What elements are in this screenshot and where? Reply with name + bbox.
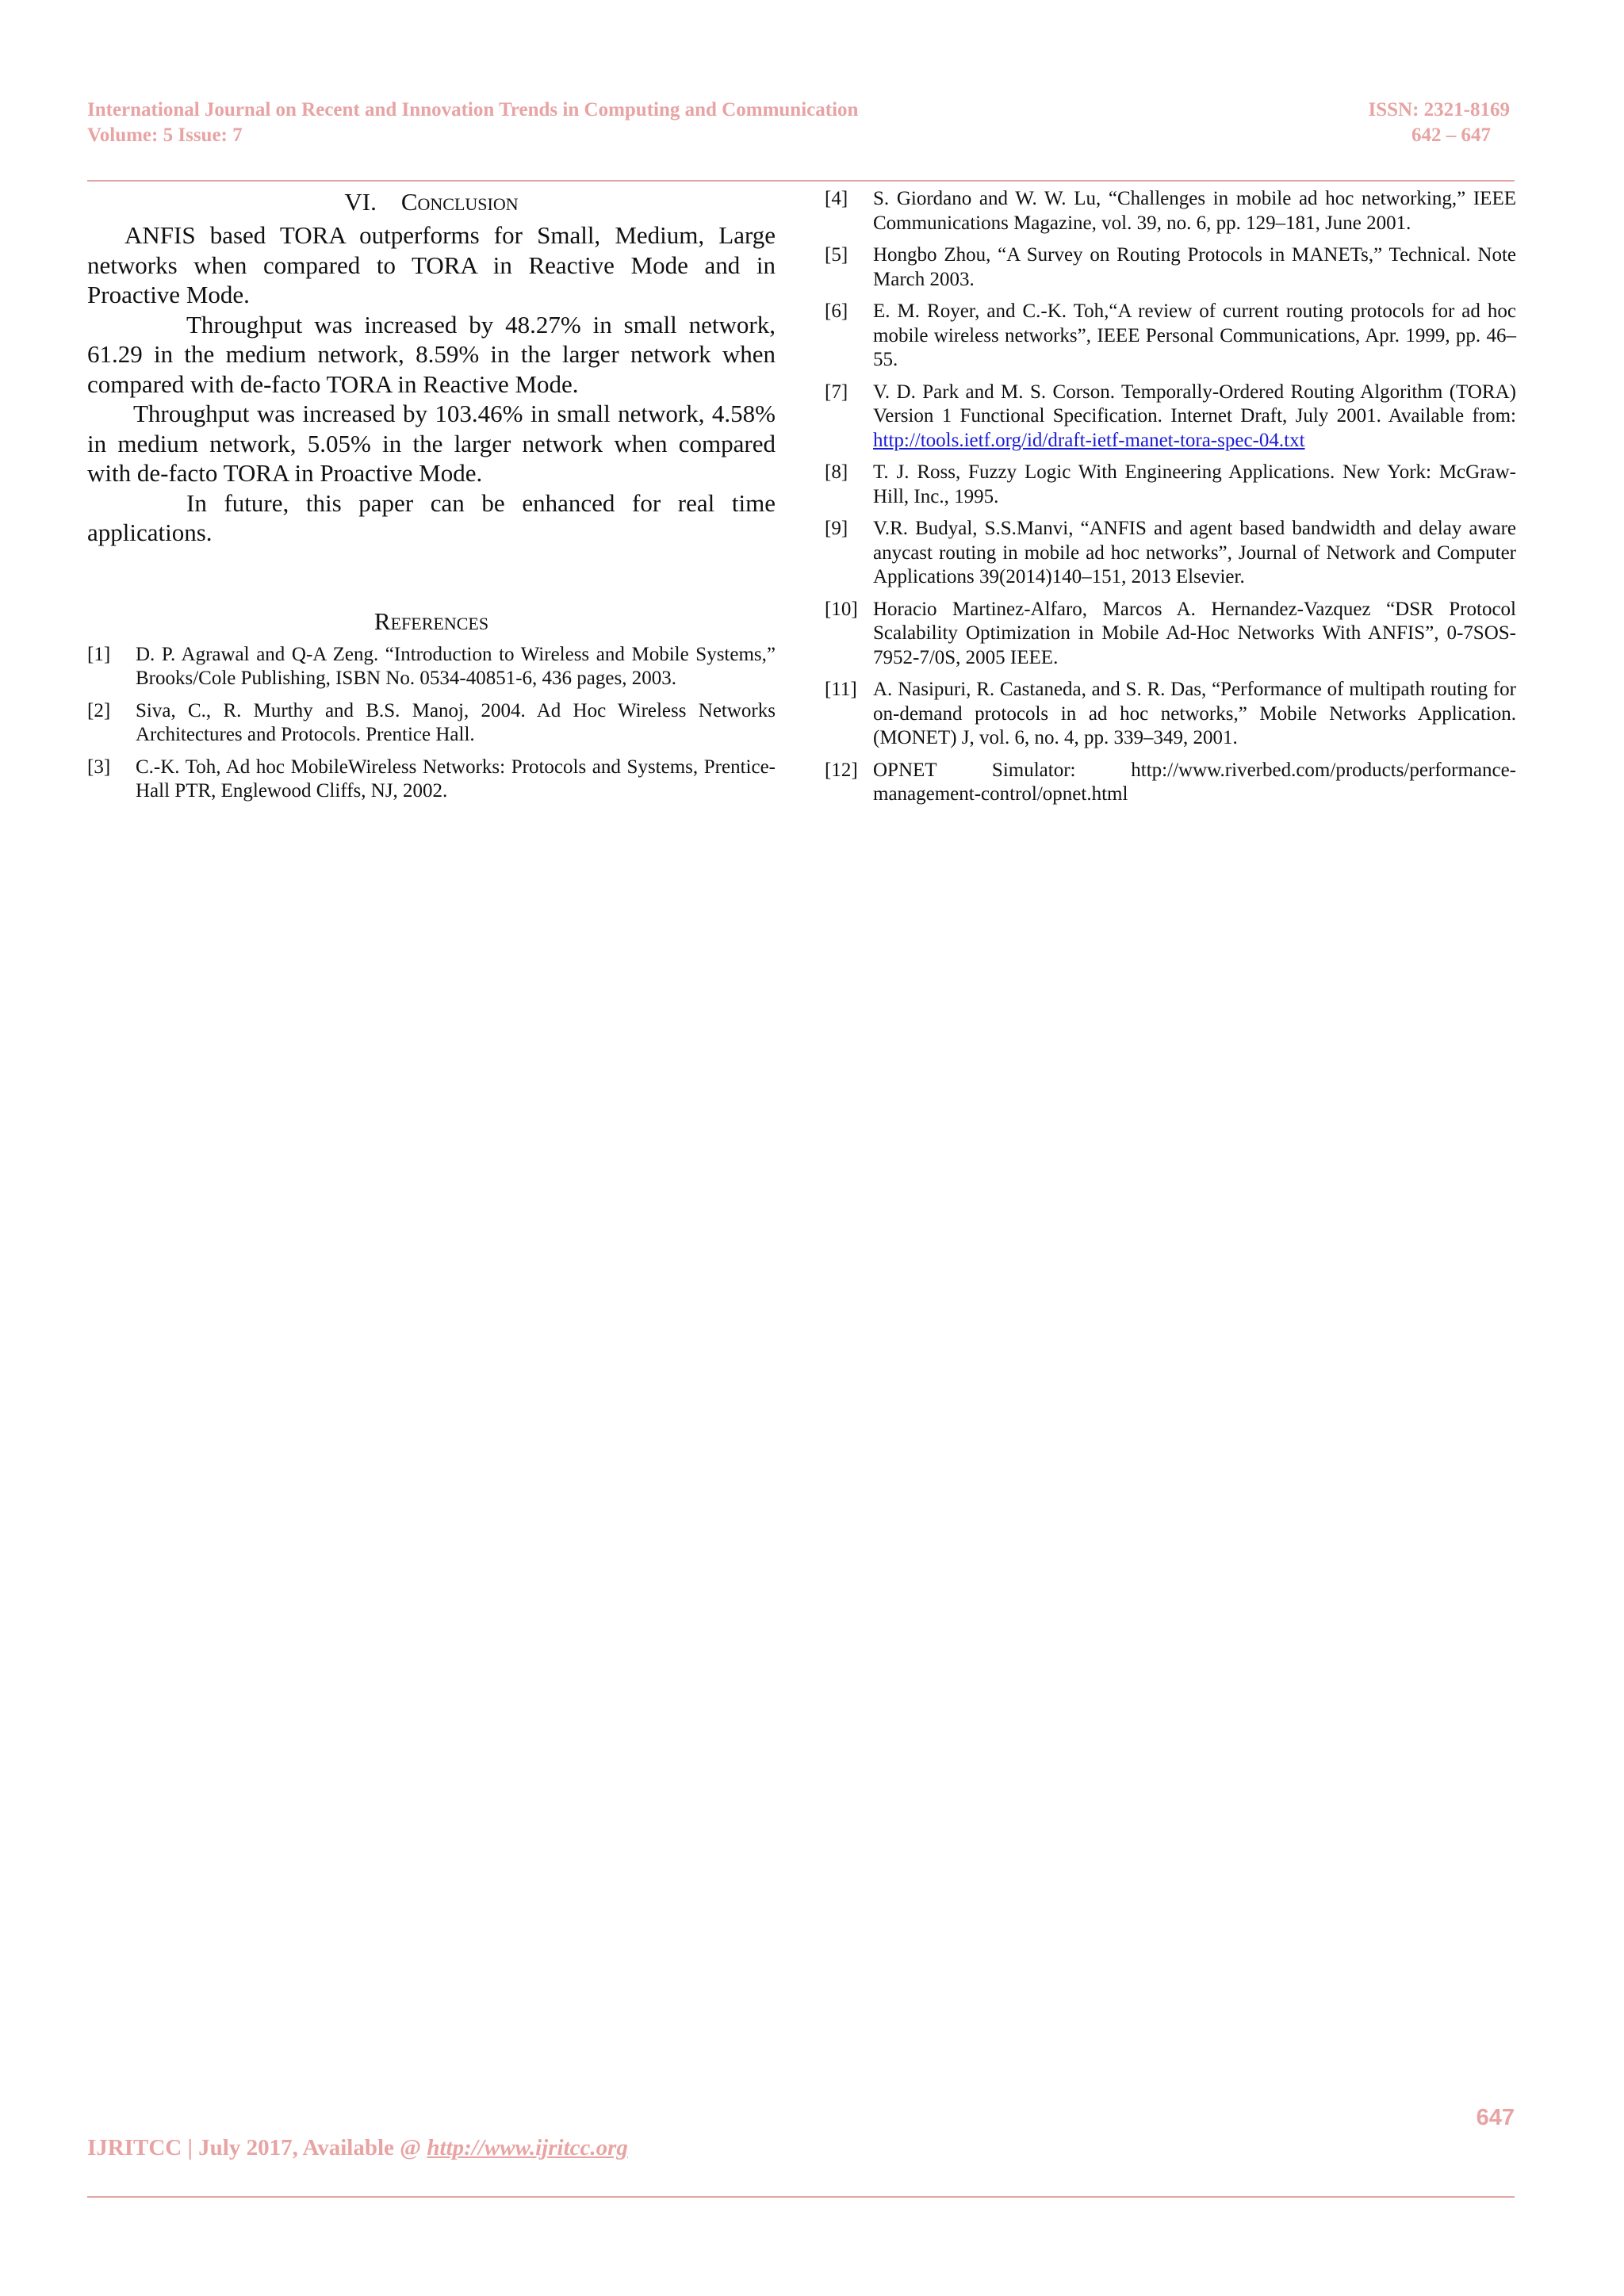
reference-item	[825, 187, 1516, 235]
journal-name: International Journal on Recent and Innovation Trends in Computing and Communication	[87, 99, 859, 121]
reference-number: [12]	[825, 759, 858, 781]
reference-text: V.R. Budyal, S.S.Manvi, “ANFIS and agent based bandwidth and delay aware anycast routing in mobile ad hoc networks”, Journal of Network and Computer Applications 39(2014)140–151, 2013 Elsevier.	[873, 518, 1516, 587]
page-range: 642 – 647	[1411, 124, 1491, 146]
reference-item	[825, 300, 1516, 373]
footer	[87, 2135, 628, 2161]
left-column	[87, 187, 776, 812]
right-column	[825, 187, 1516, 815]
tora-spec-link[interactable]: http://tools.ietf.org/id/draft-ietf-manet-tora-spec-04.txt	[873, 429, 1305, 451]
conclusion-paragraph: ANFIS based TORA outperforms for Small, Medium, Large networks when compared to TORA in Reactive Mode and in Proactive Mode.	[87, 221, 776, 308]
reference-text: Horacio Martinez-Alfaro, Marcos A. Hernandez-Vazquez “DSR Protocol Scalability Optimization in Mobile Ad-Hoc Networks With ANFIS”, 0-7SOS-7952-7/0S, 2005 IEEE.	[873, 598, 1516, 668]
reference-item	[825, 759, 1516, 807]
reference-text: D. P. Agrawal and Q-A Zeng. “Introduction to Wireless and Mobile Systems,” Brooks/Cole Publishing, ISBN No. 0534-40851-6, 436 pages, 2003.	[136, 643, 776, 689]
page-number: 647	[1476, 2105, 1515, 2130]
reference-item	[825, 461, 1516, 509]
reference-number: [9]	[825, 518, 848, 539]
reference-text: C.-K. Toh, Ad hoc MobileWireless Networks: Protocols and Systems, Prentice-Hall PTR, Englewood Cliffs, NJ, 2002.	[136, 756, 776, 802]
reference-number: [8]	[825, 461, 848, 483]
section-title: Conclusion	[400, 188, 519, 216]
reference-number: [10]	[825, 598, 858, 620]
reference-text	[873, 381, 1516, 453]
reference-item	[825, 517, 1516, 590]
reference-text: A. Nasipuri, R. Castaneda, and S. R. Das, “Performance of multipath routing for on-demand protocols in ad hoc networks,” Mobile Networks Application. (MONET) J, vol. 6, no. 4, pp. 339–349, 2001.	[873, 679, 1516, 748]
references-heading: References	[373, 607, 489, 635]
reference-text: OPNET Simulator: http://www.riverbed.com/products/performance-management-control/opnet.html	[873, 759, 1516, 805]
reference-number: [7]	[825, 381, 848, 403]
reference-number: [3]	[87, 756, 111, 778]
footer-text: IJRITCC | July 2017, Available @	[87, 2135, 427, 2160]
reference-item	[87, 699, 776, 748]
reference-text-body: V. D. Park and M. S. Corson. Temporally-Ordered Routing Algorithm (TORA) Version 1 Functional Specification. Internet Draft, July 2001. Available from:	[873, 381, 1516, 427]
reference-text: T. J. Ross, Fuzzy Logic With Engineering Applications. New York: McGraw-Hill, Inc., 1995.	[873, 461, 1516, 507]
reference-text: S. Giordano and W. W. Lu, “Challenges in mobile ad hoc networking,” IEEE Communications Magazine, vol. 39, no. 6, pp. 129–181, June 2001.	[873, 188, 1516, 234]
reference-text: E. M. Royer, and C.-K. Toh,“A review of current routing protocols for ad hoc mobile wireless networks”, IEEE Personal Communications, Apr. 1999, pp. 46–55.	[873, 300, 1516, 370]
volume-issue: Volume: 5 Issue: 7	[87, 124, 243, 146]
reference-number: [1]	[87, 643, 111, 665]
footer-rule	[87, 2196, 1515, 2198]
reference-text: Siva, C., R. Murthy and B.S. Manoj, 2004. Ad Hoc Wireless Networks Architectures and Protocols. Prentice Hall.	[136, 699, 776, 745]
reference-number: [2]	[87, 699, 111, 721]
conclusion-paragraph: In future, this paper can be enhanced for real time applications.	[87, 488, 776, 546]
reference-number: [11]	[825, 679, 857, 700]
header-rule	[87, 180, 1515, 182]
reference-item	[87, 643, 776, 691]
reference-item	[825, 381, 1516, 453]
reference-item	[825, 243, 1516, 292]
reference-text: Hongbo Zhou, “A Survey on Routing Protocols in MANETs,” Technical. Note March 2003.	[873, 244, 1516, 290]
reference-item	[825, 678, 1516, 751]
section-number: VI.	[344, 188, 377, 216]
reference-number: [4]	[825, 188, 848, 209]
footer-link[interactable]: http://www.ijritcc.org	[427, 2135, 628, 2160]
reference-number: [5]	[825, 244, 848, 266]
conclusion-heading	[87, 187, 776, 217]
issn: ISSN: 2321-8169	[1368, 99, 1510, 121]
reference-item	[825, 598, 1516, 671]
reference-item	[87, 756, 776, 804]
conclusion-paragraph: Throughput was increased by 48.27% in small network, 61.29 in the medium network, 8.59% in the larger network when compared with de-facto TORA in Reactive Mode.	[87, 310, 776, 398]
conclusion-paragraph: Throughput was increased by 103.46% in small network, 4.58% in medium network, 5.05% in the larger network when compared with de-facto TORA in Proactive Mode.	[87, 400, 776, 487]
reference-number: [6]	[825, 300, 848, 322]
